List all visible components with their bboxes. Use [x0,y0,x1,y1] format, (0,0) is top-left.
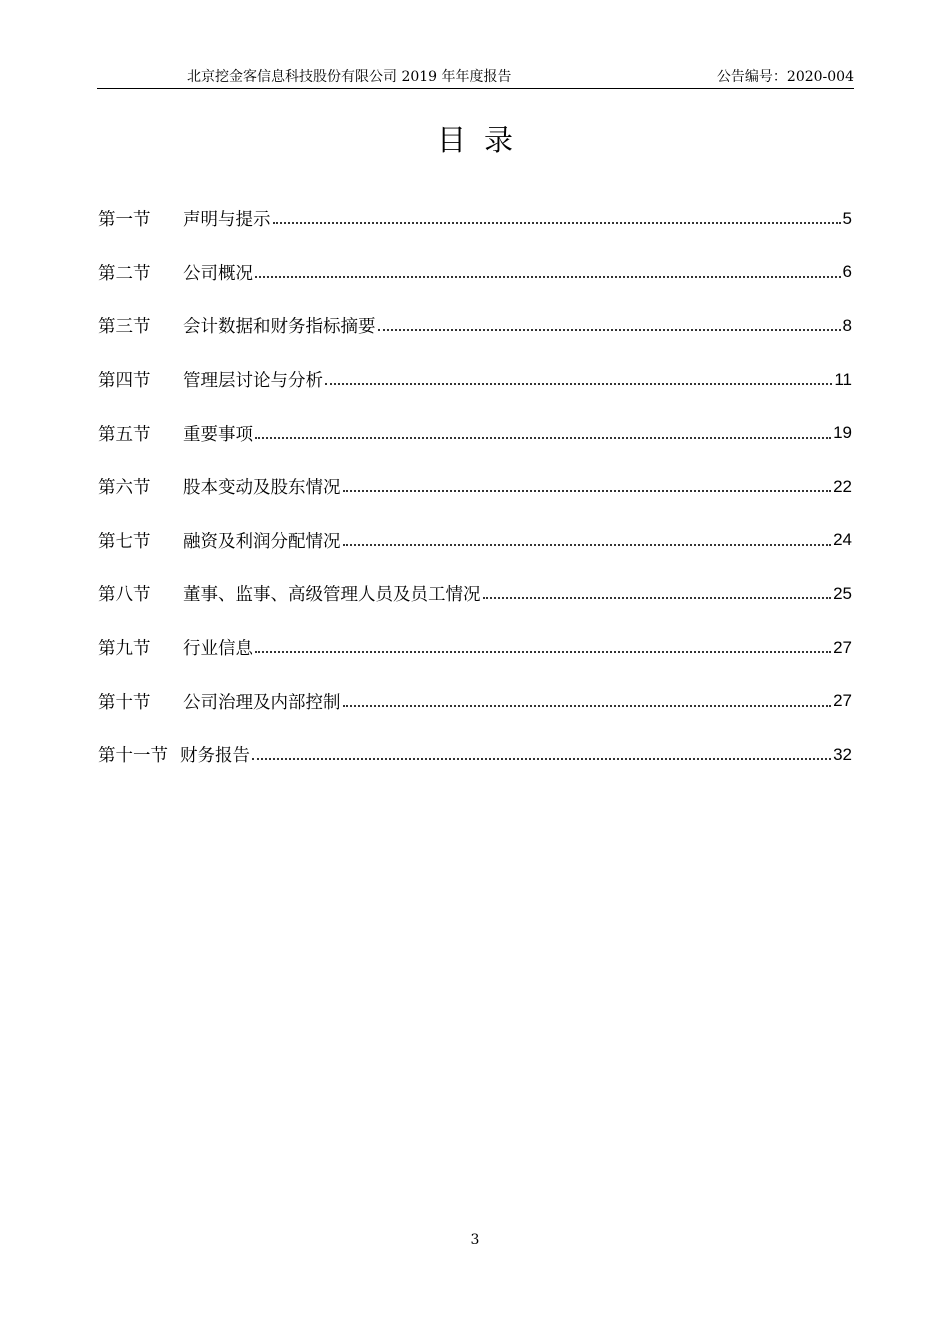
toc-entry[interactable] [98,728,852,782]
toc-title: 融资及利润分配情况 [183,531,341,552]
toc-entry[interactable] [98,299,852,353]
toc-title: 行业信息 [183,639,253,660]
toc-title: 管理层讨论与分析 [183,371,323,392]
dot-leader [378,328,841,331]
toc-page-number: 25 [833,583,852,603]
dot-leader [255,275,841,278]
toc-page-number: 24 [833,530,852,550]
toc-entry[interactable] [98,406,852,460]
announcement-number: 公告编号：2020-004 [716,69,854,85]
toc-section-label: 第一节 [98,210,151,231]
toc-section-label: 第三节 [98,317,151,338]
dot-leader [343,543,832,546]
toc-entry[interactable] [98,460,852,514]
toc-section-label: 第五节 [98,424,151,445]
report-title: 北京挖金客信息科技股份有限公司 2019 年年度报告 [187,69,512,85]
dot-leader [255,436,831,439]
toc-page-number: 6 [842,262,852,282]
toc-section-label: 第十节 [98,692,151,713]
toc-title: 重要事项 [183,424,253,445]
dot-leader [255,650,831,653]
toc-title: 股本变动及股东情况 [183,478,341,499]
toc-section-label: 第九节 [98,639,151,660]
toc-page-number: 32 [833,744,852,764]
dot-leader [273,221,841,224]
dot-leader [343,704,832,707]
dot-leader [252,757,831,760]
toc-entry[interactable] [98,192,852,246]
page-number: 3 [470,1232,480,1248]
page-header [97,64,854,89]
toc-entry[interactable] [98,567,852,621]
toc-section-label: 第十一节 [98,746,168,767]
toc-section-label: 第二节 [98,263,151,284]
toc-page-number: 8 [842,315,852,335]
toc-entry[interactable] [98,514,852,568]
toc-entry[interactable] [98,353,852,407]
toc-page-number: 22 [833,476,852,496]
toc-section-label: 第六节 [98,478,151,499]
dot-leader [325,382,832,385]
toc-heading: 目录 [436,123,531,157]
toc-entry[interactable] [98,674,852,728]
toc-title: 会计数据和财务指标摘要 [183,317,376,338]
toc-section-label: 第七节 [98,531,151,552]
dot-leader [483,596,832,599]
toc-page-number: 5 [842,208,852,228]
toc-title: 公司治理及内部控制 [183,692,341,713]
toc-section-label: 第四节 [98,371,151,392]
toc-title: 公司概况 [183,263,253,284]
toc-page-number: 11 [834,369,852,389]
toc-section-label: 第八节 [98,585,151,606]
toc-page-number: 27 [833,637,852,657]
toc-title: 声明与提示 [183,210,271,231]
toc-title: 财务报告 [180,746,250,767]
table-of-contents [98,192,852,782]
toc-page-number: 27 [833,691,852,711]
toc-entry[interactable] [98,621,852,675]
toc-entry[interactable] [98,246,852,300]
toc-page-number: 19 [833,423,852,443]
dot-leader [343,489,832,492]
toc-title: 董事、监事、高级管理人员及员工情况 [183,585,481,606]
